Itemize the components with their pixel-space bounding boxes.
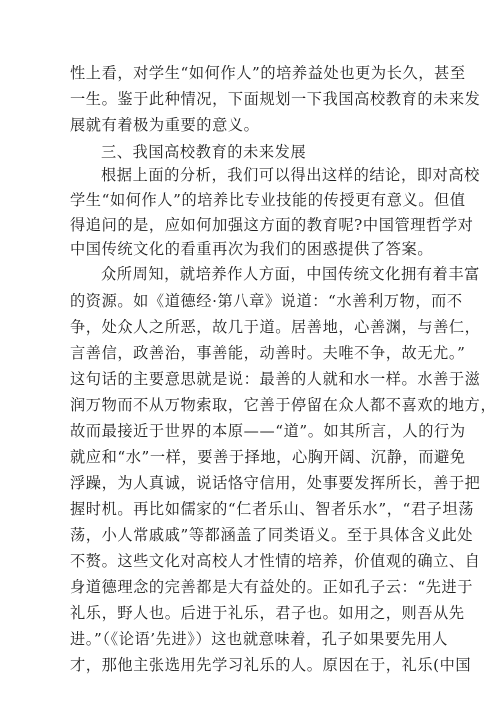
text-line: 握时机。再比如儒家的“仁者乐山、智者乐水”，“君子坦荡 — [70, 500, 474, 518]
text-line: 荡，小人常戚戚”等都涵盖了同类语义。至于具体含义此处 — [70, 526, 474, 544]
text-line: 这句话的主要意思就是说：最善的人就和水一样。水善于滋 — [70, 370, 481, 388]
text-line: 学生“如何作人”的培养比专业技能的传授更有意义。但值 — [70, 191, 466, 209]
section-heading: 三、我国高校教育的未来发展 — [101, 143, 307, 161]
text-line: 一生。鉴于此种情况，下面规划一下我国高校教育的未来发 — [70, 90, 481, 108]
text-line: 就应和“水”一样，要善于择地，心胸开阔、沉静，而避免 — [70, 448, 466, 466]
text-line: 故而最接近于世界的本原——“道”。如其所言，人的行为 — [70, 422, 466, 440]
text-line: 礼乐，野人也。后进于礼乐，君子也。如用之，则吾从先 — [70, 604, 465, 622]
text-line: 身道德理念的完善都是大有益处的。正如孔子云：“先进于 — [70, 578, 474, 596]
text-line: 众所周知，就培养作人方面，中国传统文化拥有着丰富 — [101, 265, 480, 283]
text-line: 才，那他主张选用先学习礼乐的人。原因在于，礼乐(中国 — [70, 656, 472, 674]
text-line: 展就有着极为重要的意义。 — [70, 116, 260, 134]
text-line: 争，处众人之所恶，故几于道。居善地，心善渊，与善仁， — [70, 318, 481, 336]
text-line: 得追问的是，应如何加强这方面的教育呢?中国管理哲学对 — [70, 216, 474, 234]
text-line: 性上看，对学生“如何作人”的培养益处也更为长久，甚至 — [70, 64, 466, 82]
text-line: 中国传统文化的看重再次为我们的困惑提供了答案。 — [70, 240, 434, 258]
text-line: 言善信，政善治，事善能，动善时。夫唯不争，故无尤。” — [70, 344, 466, 362]
text-line: 根据上面的分析，我们可以得出这样的结论，即对高校 — [101, 166, 480, 184]
text-line: 的资源。如《道德经·第八章》说道：“水善利万物，而不 — [70, 292, 463, 310]
text-line: 进。”（《论语’先进》）这也就意味着，孔子如果要先用人 — [70, 630, 449, 648]
text-line: 不赘。这些文化对高校人才性情的培养，价值观的确立、自 — [70, 552, 481, 570]
text-line: 润万物而不从万物索取，它善于停留在众人都不喜欢的地方， — [70, 396, 497, 414]
text-line: 浮躁，为人真诚，说话恪守信用，处事要发挥所长，善于把 — [70, 474, 481, 492]
